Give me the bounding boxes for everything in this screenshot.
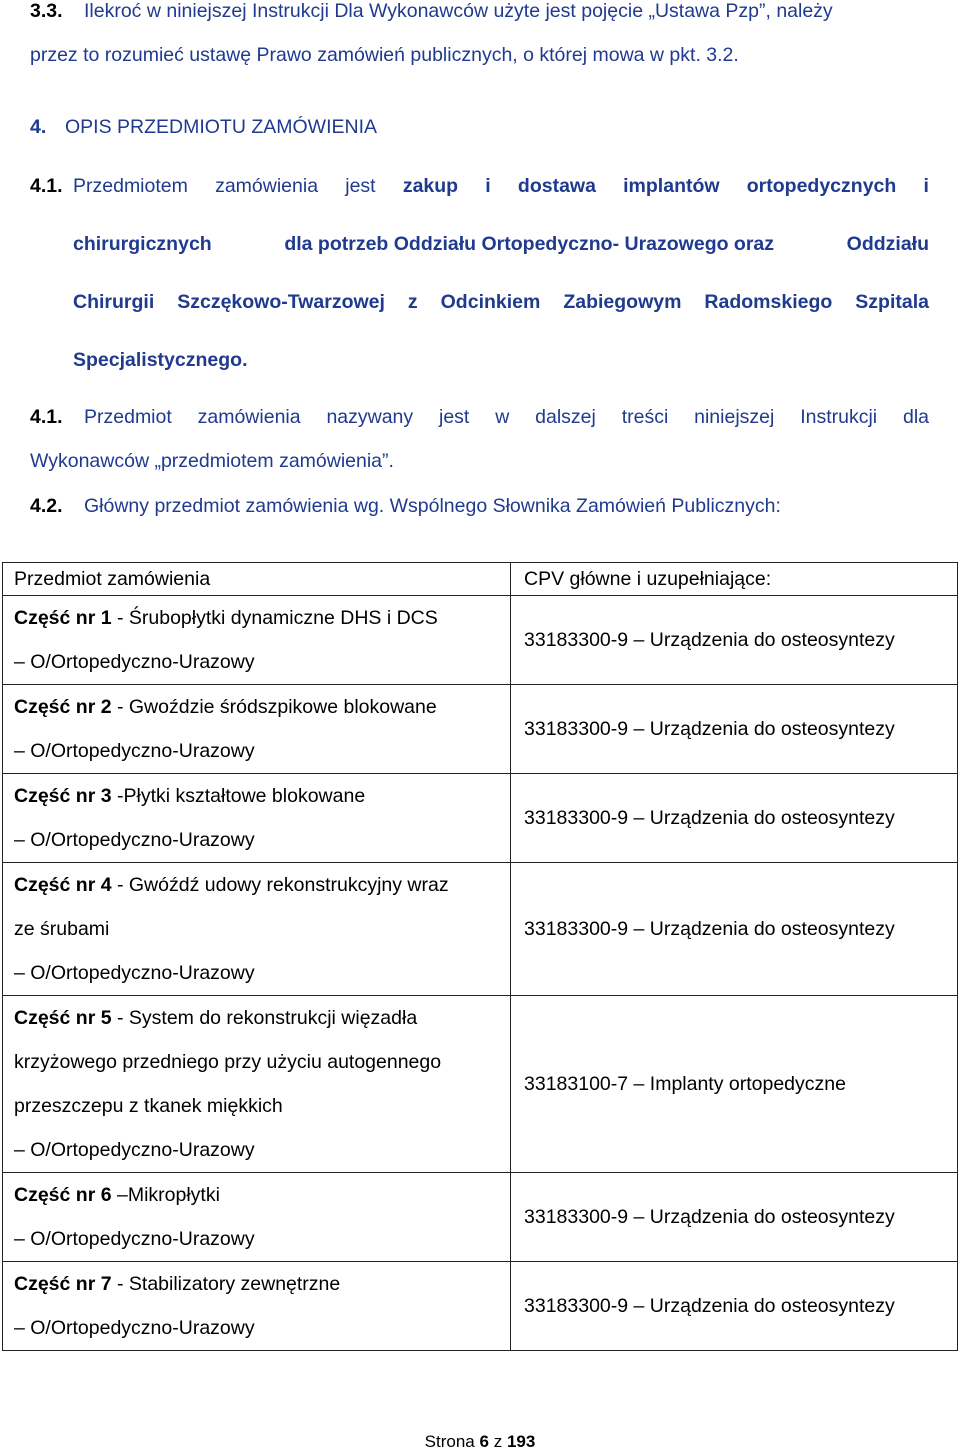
- part-2-subject: Część nr 2 - Gwoździe śródszpikowe blokowane – O/Ortopedyczno-Urazowy: [3, 685, 511, 774]
- item-4-1-number: 4.1.: [30, 175, 63, 197]
- part-6-cpv: 33183300-9 – Urządzenia do osteosyntezy: [511, 1173, 958, 1262]
- section-4-number: 4.: [30, 116, 47, 138]
- item-4-1-line2: chirurgicznych dla potrzeb Oddziału Ortopedyczno- Urazowego oraz Oddziału: [73, 233, 929, 255]
- table-row: [3, 996, 958, 1173]
- item-4-1-line3: Chirurgii Szczękowo-Twarzowej z Odcinkiem Zabiegowym Radomskiego Szpitala: [73, 291, 929, 313]
- item-4-1b-line1: Przedmiot zamówienia nazywany jest w dalszej treści niniejszej Instrukcji dla: [84, 406, 929, 428]
- part-3-cpv: 33183300-9 – Urządzenia do osteosyntezy: [511, 774, 958, 863]
- item-4-2-number: 4.2.: [30, 495, 63, 517]
- part-5-cpv: 33183100-7 – Implanty ortopedyczne: [511, 996, 958, 1173]
- table-row: [3, 863, 958, 996]
- part-5-subject: Część nr 5 - System do rekonstrukcji więzadła krzyżowego przedniego przy użyciu autogennego przeszczepu z tkanek miękkich – O/Ortopedyczno-Urazowy: [3, 996, 511, 1173]
- part-4-subject: Część nr 4 - Gwóźdź udowy rekonstrukcyjny wraz ze śrubami – O/Ortopedyczno-Urazowy: [3, 863, 511, 996]
- table-row: [3, 685, 958, 774]
- cpv-table: [2, 562, 958, 1351]
- part-2-cpv: 33183300-9 – Urządzenia do osteosyntezy: [511, 685, 958, 774]
- section-3-3-line1: Ilekroć w niniejszej Instrukcji Dla Wykonawców użyte jest pojęcie „Ustawa Pzp”, należy: [84, 0, 833, 22]
- footer-page: 6: [479, 1432, 489, 1451]
- footer-of: z: [493, 1432, 503, 1451]
- item-4-1b-number: 4.1.: [30, 406, 63, 428]
- table-row: [3, 1262, 958, 1351]
- item-4-2-text: Główny przedmiot zamówienia wg. Wspólnego Słownika Zamówień Publicznych:: [84, 495, 781, 517]
- table-row: [3, 774, 958, 863]
- section-4-title: OPIS PRZEDMIOTU ZAMÓWIENIA: [65, 116, 378, 138]
- part-4-cpv: 33183300-9 – Urządzenia do osteosyntezy: [511, 863, 958, 996]
- footer-prefix: Strona: [424, 1432, 475, 1451]
- section-3-3-number: 3.3.: [30, 0, 63, 22]
- section-3-3-line2: przez to rozumieć ustawę Prawo zamówień publicznych, o której mowa w pkt. 3.2.: [30, 44, 739, 66]
- item-4-1-line4: Specjalistycznego.: [73, 349, 248, 371]
- header-subject: Przedmiot zamówienia: [3, 563, 511, 596]
- part-1-cpv: 33183300-9 – Urządzenia do osteosyntezy: [511, 596, 958, 685]
- footer-total: 193: [506, 1432, 536, 1451]
- table-header-row: [3, 563, 958, 596]
- part-6-subject: Część nr 6 –Mikropłytki – O/Ortopedyczno-Urazowy: [3, 1173, 511, 1262]
- page-footer: [0, 1432, 960, 1452]
- part-3-subject: Część nr 3 -Płytki kształtowe blokowane – O/Ortopedyczno-Urazowy: [3, 774, 511, 863]
- part-7-subject: Część nr 7 - Stabilizatory zewnętrzne – O/Ortopedyczno-Urazowy: [3, 1262, 511, 1351]
- table-row: [3, 1173, 958, 1262]
- header-cpv: CPV główne i uzupełniające:: [511, 563, 958, 596]
- item-4-1b-line2: Wykonawców „przedmiotem zamówienia”.: [30, 450, 394, 472]
- table-row: [3, 596, 958, 685]
- part-1-subject: Część nr 1 - Śrubopłytki dynamiczne DHS i DCS – O/Ortopedyczno-Urazowy: [3, 596, 511, 685]
- item-4-1-line1: Przedmiotem zamówienia jest zakup i dostawa implantów ortopedycznych i: [73, 175, 929, 197]
- part-7-cpv: 33183300-9 – Urządzenia do osteosyntezy: [511, 1262, 958, 1351]
